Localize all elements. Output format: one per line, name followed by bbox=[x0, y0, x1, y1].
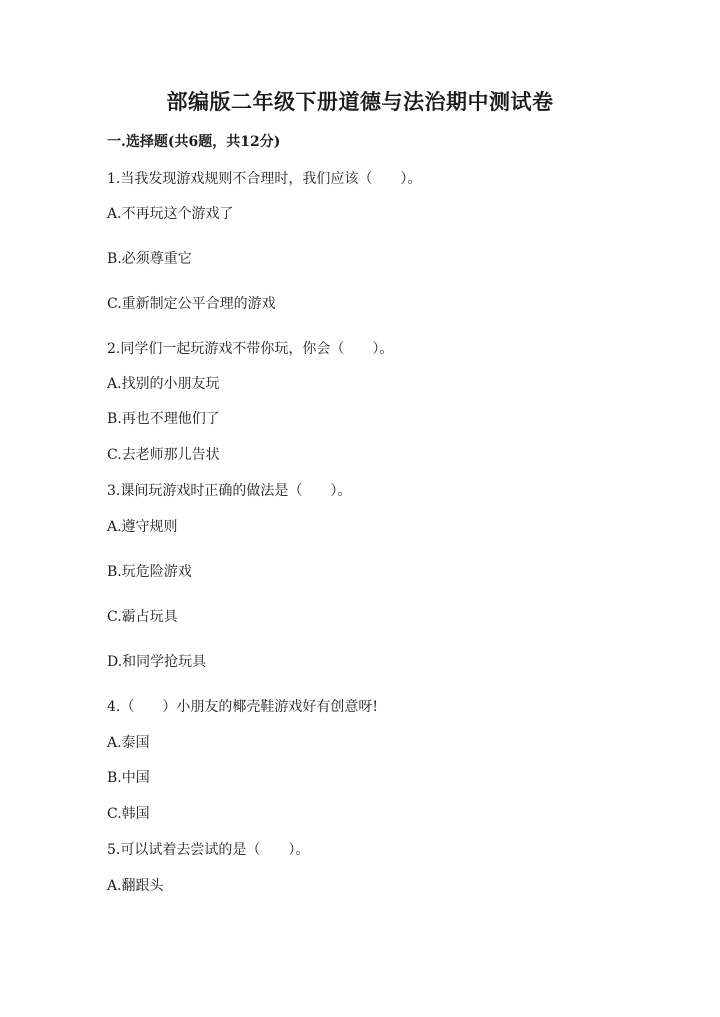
question-1-option-a: A.不再玩这个游戏了 bbox=[107, 206, 234, 222]
question-4-option-a: A.泰国 bbox=[107, 735, 150, 751]
question-5: 5.可以试着去尝试的是（ ）。 bbox=[107, 842, 310, 858]
question-5-option-a: A.翻跟头 bbox=[107, 878, 164, 894]
question-4-option-b: B.中国 bbox=[107, 770, 150, 786]
question-2-option-a: A.找别的小朋友玩 bbox=[107, 376, 220, 392]
question-1: 1.当我发现游戏规则不合理时，我们应该（ ）。 bbox=[107, 171, 422, 187]
question-4-option-c: C.韩国 bbox=[107, 806, 150, 822]
question-2-option-c: C.去老师那儿告状 bbox=[107, 447, 220, 463]
question-3-option-b: B.玩危险游戏 bbox=[107, 564, 192, 580]
question-4: 4.（ ）小朋友的椰壳鞋游戏好有创意呀! bbox=[107, 699, 378, 715]
section-heading: 一.选择题(共6题，共12分) bbox=[107, 134, 281, 150]
question-1-option-b: B.必须尊重它 bbox=[107, 251, 192, 267]
question-3-option-c: C.霸占玩具 bbox=[107, 609, 178, 625]
question-1-option-c: C.重新制定公平合理的游戏 bbox=[107, 296, 276, 312]
question-3: 3.课间玩游戏时正确的做法是（ ）。 bbox=[107, 483, 352, 499]
page-title: 部编版二年级下册道德与法治期中测试卷 bbox=[166, 89, 554, 114]
question-3-option-a: A.遵守规则 bbox=[107, 519, 178, 535]
question-2-option-b: B.再也不理他们了 bbox=[107, 411, 220, 427]
question-3-option-d: D.和同学抢玩具 bbox=[107, 654, 207, 670]
question-2: 2.同学们一起玩游戏不带你玩，你会（ ）。 bbox=[107, 341, 394, 357]
